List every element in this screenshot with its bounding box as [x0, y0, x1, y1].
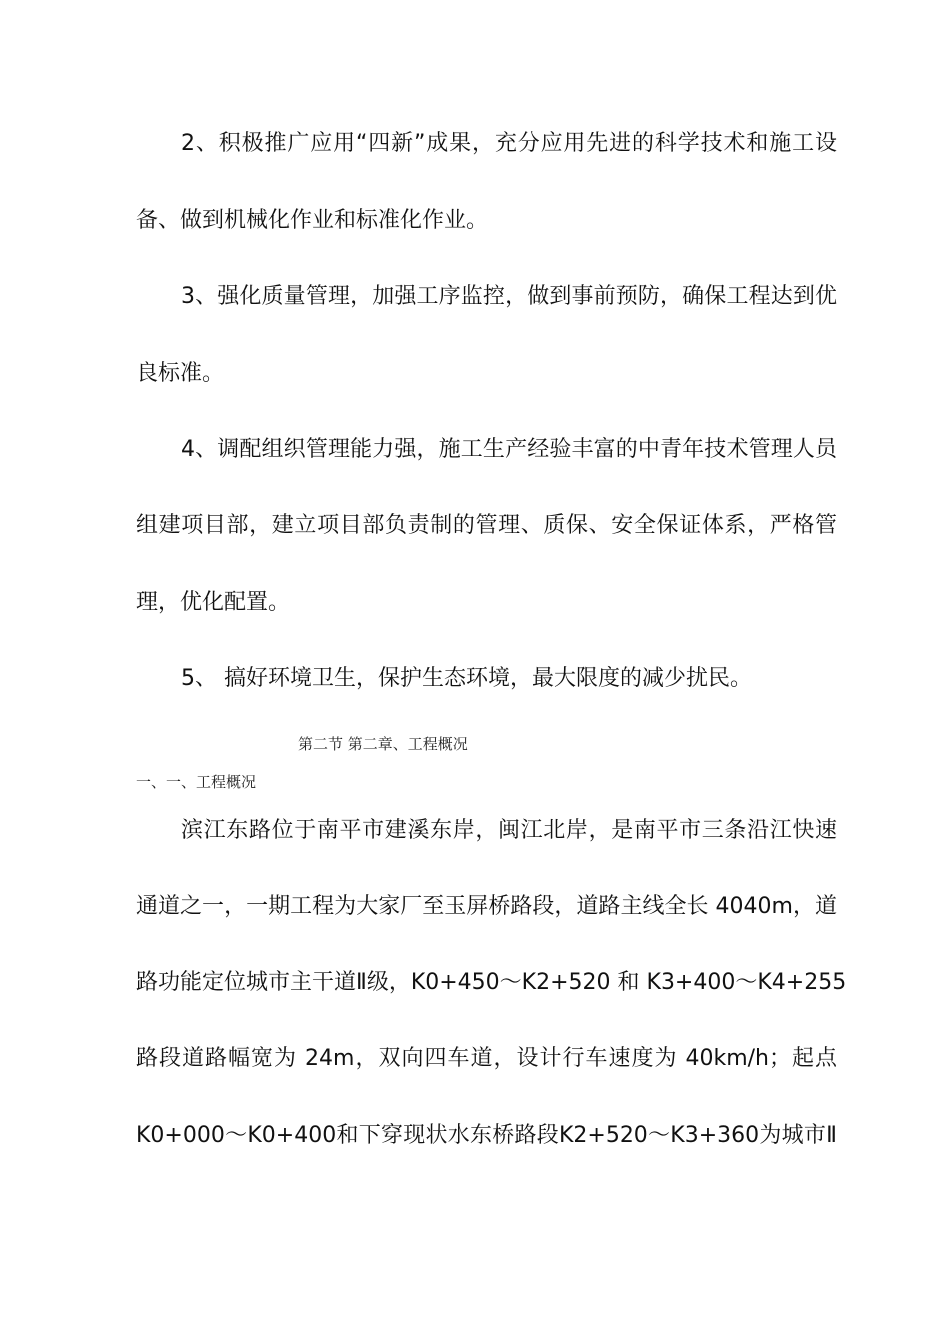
body-line-4: 路段道路幅宽为 24m，双向四车道，设计行车速度为 40km/h；起点	[136, 1046, 837, 1071]
paragraph-2-line-1: 2、积极推广应用“四新”成果，充分应用先进的科学技术和施工设	[181, 131, 837, 156]
paragraph-4-line-3: 理，优化配置。	[136, 590, 291, 615]
paragraph-2-line-2: 备、做到机械化作业和标准化作业。	[136, 208, 489, 233]
body-line-2: 通道之一，一期工程为大家厂至玉屏桥路段，道路主线全长 4040m，道	[136, 894, 837, 919]
body-line-5: K0+000～K0+400和下穿现状水东桥路段K2+520～K3+360为城市Ⅱ	[136, 1123, 837, 1148]
body-line-3: 路功能定位城市主干道Ⅱ级，K0+450～K2+520 和 K3+400～K4+255	[136, 970, 847, 995]
subsection-heading: 一、一、工程概况	[136, 773, 257, 791]
paragraph-5-line-1: 5、 搞好环境卫生，保护生态环境，最大限度的减少扰民。	[181, 666, 752, 691]
body-line-1: 滨江东路位于南平市建溪东岸，闽江北岸，是南平市三条沿江快速	[181, 818, 837, 843]
paragraph-3-line-1: 3、强化质量管理，加强工序监控，做到事前预防，确保工程达到优	[181, 284, 837, 309]
paragraph-4-line-2: 组建项目部，建立项目部负责制的管理、质保、安全保证体系，严格管	[136, 513, 837, 538]
paragraph-4-line-1: 4、调配组织管理能力强，施工生产经验丰富的中青年技术管理人员	[181, 437, 837, 462]
section-heading: 第二节 第二章、工程概况	[298, 735, 468, 753]
paragraph-3-line-2: 良标准。	[136, 361, 225, 386]
